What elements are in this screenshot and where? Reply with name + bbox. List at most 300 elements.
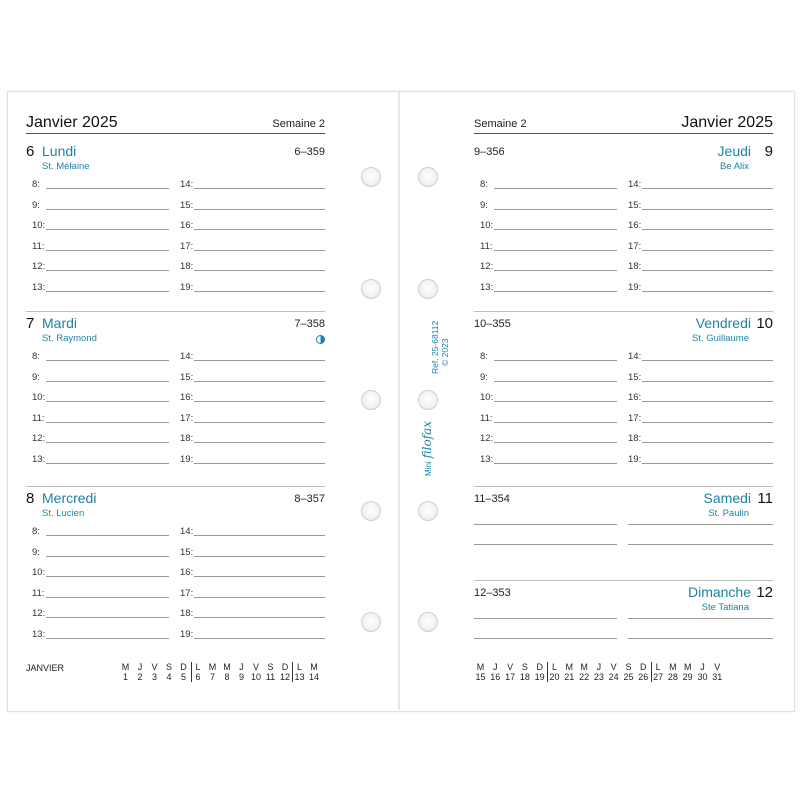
- day-divider: [474, 311, 773, 312]
- weekday-letter: V: [507, 662, 514, 672]
- hour-label: 15:: [180, 372, 194, 383]
- hour-slot: [180, 219, 325, 231]
- mini-calendar-day: [578, 662, 591, 682]
- writing-line: [194, 463, 325, 464]
- hour-slot: [32, 391, 169, 403]
- day-divider: [26, 311, 325, 312]
- day-name: Lundi: [42, 143, 77, 159]
- hour-slot: [480, 178, 617, 190]
- date-number: 30: [697, 672, 708, 682]
- date-number: 9: [238, 672, 244, 682]
- hour-slot: [628, 350, 773, 362]
- writing-line: [46, 576, 169, 577]
- writing-line: [46, 617, 169, 618]
- hour-label: 8:: [32, 526, 40, 537]
- writing-line: [628, 638, 773, 639]
- weekday-letter: S: [521, 662, 528, 672]
- hour-label: 9:: [32, 200, 40, 211]
- hour-label: 14:: [180, 351, 194, 362]
- hour-slot: [480, 371, 617, 383]
- hour-label: 16:: [180, 220, 194, 231]
- weekday-letter: S: [267, 662, 274, 672]
- writing-line: [642, 209, 773, 210]
- binder-hole: [418, 390, 438, 410]
- writing-line: [642, 401, 773, 402]
- mini-calendar-day: [681, 662, 694, 682]
- writing-line: [46, 209, 169, 210]
- writing-line: [194, 360, 325, 361]
- hour-label: 9:: [480, 200, 488, 211]
- hour-label: 16:: [628, 220, 642, 231]
- mini-calendar-day: [293, 662, 306, 682]
- saint-name: St. Mélaine: [42, 161, 90, 172]
- day-divider: [26, 486, 325, 487]
- hour-slot: [180, 281, 325, 293]
- right-page-header: [474, 113, 773, 134]
- date-number: 24: [608, 672, 619, 682]
- hour-label: 18:: [180, 433, 194, 444]
- hour-label: 9:: [32, 547, 40, 558]
- date-number: 29: [682, 672, 693, 682]
- writing-line: [46, 188, 169, 189]
- weekday-letter: M: [565, 662, 574, 672]
- date-number: 4: [166, 672, 172, 682]
- hour-label: 9:: [32, 372, 40, 383]
- writing-line: [194, 422, 325, 423]
- hour-label: 8:: [480, 179, 488, 190]
- hour-slot: [32, 628, 169, 640]
- hour-label: 13:: [480, 454, 494, 465]
- weekday-letter: M: [683, 662, 692, 672]
- hour-label: 12:: [32, 261, 46, 272]
- hour-label: 11:: [480, 241, 493, 252]
- hour-slot: [480, 281, 617, 293]
- mini-calendar-day: [474, 662, 487, 682]
- writing-line: [194, 535, 325, 536]
- writing-line: [642, 270, 773, 271]
- hour-label: 18:: [628, 433, 642, 444]
- day-number: 10: [756, 315, 773, 332]
- binder-hole: [418, 501, 438, 521]
- writing-line: [642, 442, 773, 443]
- hour-slot: [32, 240, 169, 252]
- hour-label: 13:: [480, 282, 494, 293]
- weekday-letter: L: [195, 662, 201, 672]
- weekday-letter: J: [596, 662, 602, 672]
- writing-line: [494, 401, 617, 402]
- hour-slot: [480, 350, 617, 362]
- weekday-letter: L: [551, 662, 557, 672]
- date-number: 22: [579, 672, 590, 682]
- mini-calendar-day: [533, 662, 546, 682]
- hour-slot: [32, 178, 169, 190]
- mini-calendar-day: [592, 662, 605, 682]
- hour-label: 10:: [480, 220, 494, 231]
- hour-label: 18:: [180, 261, 194, 272]
- hour-label: 12:: [32, 608, 46, 619]
- writing-line: [494, 360, 617, 361]
- hour-slot: [628, 240, 773, 252]
- date-number: 26: [638, 672, 649, 682]
- writing-line: [194, 556, 325, 557]
- day-number: 6: [26, 143, 35, 160]
- mini-calendar-day: [666, 662, 679, 682]
- mini-calendar-day: [652, 662, 665, 682]
- mini-calendar-day: [134, 662, 147, 682]
- reference-number: Ref. 25-68112: [430, 320, 440, 374]
- hour-slot: [628, 178, 773, 190]
- writing-line: [46, 270, 169, 271]
- month-title: Janvier 2025: [681, 114, 773, 131]
- writing-line: [474, 544, 617, 545]
- weekday-letter: M: [223, 662, 231, 672]
- day-number: 12: [756, 584, 773, 601]
- writing-line: [46, 422, 169, 423]
- weekday-letter: M: [580, 662, 588, 672]
- hour-label: 15:: [180, 200, 194, 211]
- hour-slot: [628, 199, 773, 211]
- mini-calendar-day: [119, 662, 132, 682]
- binder-hole: [361, 279, 381, 299]
- week-label: Semaine 2: [272, 118, 325, 130]
- date-number: 11: [265, 672, 276, 682]
- hour-slot: [180, 566, 325, 578]
- hour-slot: [480, 432, 617, 444]
- size-label: Mini: [424, 461, 433, 476]
- mini-calendar-day: [148, 662, 161, 682]
- mini-calendar-day: [221, 662, 234, 682]
- day-divider: [474, 580, 773, 581]
- date-number: 27: [653, 672, 664, 682]
- hour-slot: [180, 546, 325, 558]
- saint-name: Ste Tatiana: [701, 602, 749, 613]
- day-number: 9: [764, 143, 773, 160]
- day-number: 11: [757, 490, 773, 507]
- writing-line: [494, 250, 617, 251]
- writing-line: [194, 442, 325, 443]
- hour-label: 13:: [32, 454, 46, 465]
- hour-slot: [628, 260, 773, 272]
- weekday-letter: D: [640, 662, 647, 672]
- mini-calendar-left: [26, 662, 325, 686]
- binder-hole: [418, 612, 438, 632]
- hour-slot: [32, 607, 169, 619]
- hour-label: 15:: [180, 547, 194, 558]
- hour-label: 13:: [32, 282, 46, 293]
- writing-line: [46, 556, 169, 557]
- writing-line: [642, 360, 773, 361]
- writing-line: [642, 422, 773, 423]
- hour-slot: [180, 628, 325, 640]
- writing-line: [194, 209, 325, 210]
- writing-line: [642, 381, 773, 382]
- binder-hole: [361, 390, 381, 410]
- hour-label: 14:: [628, 179, 642, 190]
- hour-label: 12:: [480, 261, 494, 272]
- hour-slot: [628, 281, 773, 293]
- date-number: 1: [122, 672, 128, 682]
- hour-slot: [32, 412, 169, 424]
- date-number: 3: [151, 672, 157, 682]
- year-day-count: 7–358: [294, 318, 325, 330]
- mini-calendar-day: [235, 662, 248, 682]
- writing-line: [194, 291, 325, 292]
- hour-label: 12:: [32, 433, 46, 444]
- hour-slot: [480, 240, 617, 252]
- hour-label: 15:: [628, 372, 642, 383]
- hour-label: 19:: [628, 454, 642, 465]
- day-divider: [474, 486, 773, 487]
- date-number: 19: [534, 672, 545, 682]
- hour-slot: [480, 219, 617, 231]
- day-name: Mardi: [42, 315, 78, 331]
- hour-label: 8:: [32, 179, 40, 190]
- writing-line: [494, 270, 617, 271]
- writing-line: [642, 229, 773, 230]
- hour-slot: [32, 546, 169, 558]
- mini-calendar-day: [192, 662, 205, 682]
- writing-line: [46, 638, 169, 639]
- mini-calendar-day: [206, 662, 219, 682]
- weekday-letter: M: [121, 662, 130, 672]
- writing-line: [642, 291, 773, 292]
- writing-line: [642, 188, 773, 189]
- mini-calendar-day: [177, 662, 190, 682]
- hour-label: 8:: [480, 351, 488, 362]
- hour-label: 14:: [628, 351, 642, 362]
- hour-label: 18:: [628, 261, 642, 272]
- weekday-letter: D: [536, 662, 543, 672]
- hour-slot: [628, 391, 773, 403]
- date-number: 10: [250, 672, 261, 682]
- year-day-count: 12–353: [474, 587, 511, 599]
- saint-name: St. Guillaume: [691, 333, 749, 344]
- year-day-count: 8–357: [294, 493, 325, 505]
- year-day-count: 9–356: [474, 146, 505, 158]
- mini-calendar-day: [622, 662, 635, 682]
- writing-line: [194, 381, 325, 382]
- mini-calendar-day: [548, 662, 561, 682]
- mini-calendar-day: [308, 662, 321, 682]
- hour-label: 11:: [32, 413, 45, 424]
- writing-line: [474, 638, 617, 639]
- hour-label: 19:: [628, 282, 642, 293]
- hour-slot: [32, 371, 169, 383]
- date-number: 13: [294, 672, 305, 682]
- hour-label: 16:: [628, 392, 642, 403]
- hour-slot: [480, 412, 617, 424]
- hour-slot: [480, 260, 617, 272]
- year-day-count: 11–354: [474, 493, 510, 505]
- writing-line: [46, 597, 169, 598]
- weekday-letter: L: [296, 662, 302, 672]
- hour-label: 9:: [480, 372, 488, 383]
- hour-label: 10:: [32, 220, 46, 231]
- writing-line: [494, 381, 617, 382]
- writing-line: [474, 524, 617, 525]
- hour-slot: [180, 260, 325, 272]
- date-number: 31: [712, 672, 723, 682]
- hour-slot: [180, 371, 325, 383]
- date-number: 7: [209, 672, 215, 682]
- writing-line: [46, 360, 169, 361]
- writing-line: [46, 250, 169, 251]
- day-number: 8: [26, 490, 35, 507]
- mini-calendar-day: [518, 662, 531, 682]
- date-number: 20: [549, 672, 560, 682]
- reference-text: [430, 321, 450, 374]
- writing-line: [494, 463, 617, 464]
- hour-slot: [628, 432, 773, 444]
- hour-label: 11:: [32, 588, 45, 599]
- hour-label: 17:: [180, 588, 194, 599]
- hour-label: 16:: [180, 567, 194, 578]
- writing-line: [194, 597, 325, 598]
- writing-line: [494, 442, 617, 443]
- year-day-count: 10–355: [474, 318, 511, 330]
- date-number: 17: [505, 672, 516, 682]
- weekday-letter: V: [151, 662, 158, 672]
- mini-calendar-month: JANVIER: [26, 663, 65, 673]
- hour-label: 16:: [180, 392, 194, 403]
- hour-slot: [32, 219, 169, 231]
- writing-line: [642, 250, 773, 251]
- brand-logo: filofax: [420, 420, 434, 459]
- hour-slot: [32, 350, 169, 362]
- hour-slot: [180, 432, 325, 444]
- hour-label: 17:: [628, 241, 642, 252]
- mini-calendar-day: [264, 662, 277, 682]
- writing-line: [194, 617, 325, 618]
- hour-slot: [180, 607, 325, 619]
- writing-line: [46, 535, 169, 536]
- date-number: 6: [195, 672, 201, 682]
- day-name: Vendredi: [695, 315, 751, 331]
- hour-slot: [628, 412, 773, 424]
- weekday-letter: M: [208, 662, 217, 672]
- date-number: 21: [564, 672, 575, 682]
- weekday-letter: M: [310, 662, 318, 672]
- writing-line: [494, 229, 617, 230]
- date-number: 2: [137, 672, 143, 682]
- hour-slot: [180, 412, 325, 424]
- hour-slot: [628, 453, 773, 465]
- hour-slot: [32, 432, 169, 444]
- weekday-letter: D: [281, 662, 289, 672]
- date-number: 28: [667, 672, 678, 682]
- hour-slot: [32, 525, 169, 537]
- hour-label: 10:: [32, 392, 46, 403]
- weekday-letter: M: [669, 662, 677, 672]
- binder-hole: [361, 167, 381, 187]
- writing-line: [494, 188, 617, 189]
- date-number: 12: [279, 672, 290, 682]
- date-number: 16: [490, 672, 501, 682]
- writing-line: [194, 401, 325, 402]
- hour-label: 10:: [32, 567, 46, 578]
- hour-slot: [32, 453, 169, 465]
- hour-label: 13:: [32, 629, 46, 640]
- date-number: 5: [180, 672, 186, 682]
- copyright-text: © 2023: [440, 338, 450, 366]
- writing-line: [194, 270, 325, 271]
- hour-slot: [180, 350, 325, 362]
- hour-slot: [180, 391, 325, 403]
- hour-label: 17:: [628, 413, 642, 424]
- hour-label: 14:: [180, 179, 194, 190]
- hour-label: 10:: [480, 392, 494, 403]
- writing-line: [642, 463, 773, 464]
- hour-slot: [32, 199, 169, 211]
- month-title: Janvier 2025: [26, 114, 118, 131]
- weekday-letter: M: [476, 662, 485, 672]
- hour-label: 19:: [180, 454, 194, 465]
- hour-slot: [180, 587, 325, 599]
- hour-slot: [180, 178, 325, 190]
- writing-line: [46, 291, 169, 292]
- page-spine: [398, 91, 400, 710]
- writing-line: [628, 618, 773, 619]
- day-number: 7: [26, 315, 35, 332]
- saint-name: Be Alix: [719, 161, 749, 172]
- day-name: Jeudi: [717, 143, 751, 159]
- weekday-letter: V: [610, 662, 617, 672]
- date-number: 15: [475, 672, 486, 682]
- date-number: 23: [593, 672, 604, 682]
- hour-slot: [180, 525, 325, 537]
- binder-hole: [361, 612, 381, 632]
- day-name: Samedi: [703, 490, 751, 506]
- hour-label: 12:: [480, 433, 494, 444]
- hour-slot: [628, 371, 773, 383]
- hour-label: 18:: [180, 608, 194, 619]
- hour-slot: [180, 199, 325, 211]
- hour-label: 14:: [180, 526, 194, 537]
- weekday-letter: S: [625, 662, 632, 672]
- writing-line: [194, 188, 325, 189]
- weekday-letter: J: [700, 662, 705, 672]
- hour-slot: [32, 566, 169, 578]
- saint-name: St. Lucien: [42, 508, 85, 519]
- hour-label: 11:: [32, 241, 45, 252]
- writing-line: [46, 381, 169, 382]
- mini-calendar-day: [163, 662, 176, 682]
- hour-label: 19:: [180, 282, 194, 293]
- binder-hole: [418, 167, 438, 187]
- saint-name: St. Raymond: [42, 333, 97, 344]
- hour-label: 17:: [180, 413, 194, 424]
- hour-slot: [180, 453, 325, 465]
- hour-slot: [628, 219, 773, 231]
- day-name: Mercredi: [42, 490, 97, 506]
- writing-line: [46, 229, 169, 230]
- mini-calendar-day: [637, 662, 650, 682]
- hour-slot: [32, 260, 169, 272]
- binder-hole: [418, 279, 438, 299]
- weekday-letter: S: [165, 662, 172, 672]
- weekday-letter: J: [239, 662, 244, 672]
- hour-slot: [480, 391, 617, 403]
- writing-line: [628, 544, 773, 545]
- hour-label: 15:: [628, 200, 642, 211]
- weekday-letter: J: [137, 662, 143, 672]
- weekday-letter: L: [655, 662, 661, 672]
- writing-line: [494, 422, 617, 423]
- mini-calendar-day: [696, 662, 709, 682]
- writing-line: [46, 401, 169, 402]
- mini-calendar-day: [250, 662, 263, 682]
- writing-line: [494, 291, 617, 292]
